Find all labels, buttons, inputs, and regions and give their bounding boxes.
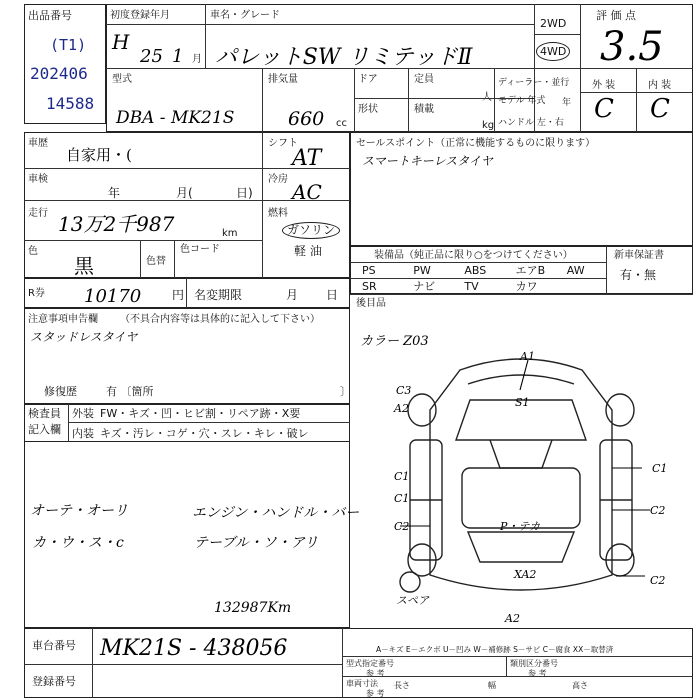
shift-label: シフト xyxy=(268,138,298,149)
damage-mark: A2 xyxy=(394,402,409,415)
damage-mark: A2 xyxy=(505,612,520,625)
memo-line-1: オーテ・オーリ xyxy=(30,503,128,519)
use-label: 車歴 xyxy=(28,138,48,149)
load-label: 積載 xyxy=(414,104,434,115)
selling-points-label: セールスポイント（正常に機能するものに限ります） xyxy=(356,138,596,149)
mileage-value: 13万2千987 xyxy=(58,212,175,236)
model-label: 型式 xyxy=(112,74,132,85)
fuel-diesel: 軽 油 xyxy=(294,244,322,258)
lot-tag: (T1) xyxy=(50,36,87,54)
equipment-row1-item: PS xyxy=(362,264,376,277)
diagram-color-note: カラー Z03 xyxy=(360,334,429,349)
equipment-row1-item: PW xyxy=(413,264,431,277)
reg-month-value: 1 xyxy=(172,46,184,67)
year-unit: 年 xyxy=(562,98,572,108)
kg-unit: kg xyxy=(482,120,495,131)
reg-number-label: 登録番号 xyxy=(32,675,76,688)
notes-sub: （不具合内容等は具体的に記入して下さい） xyxy=(120,314,320,325)
damage-mark: XA2 xyxy=(514,568,537,581)
equipment-row2-item: TV xyxy=(464,280,479,293)
inspector-ext-label: 外装 xyxy=(72,407,94,420)
damage-mark: S1 xyxy=(515,396,530,409)
damage-mark: C3 xyxy=(396,384,412,397)
reg-year-value: 25 xyxy=(140,46,163,67)
drive-2wd: 2WD xyxy=(540,17,567,30)
handle-label: ハンドル 左・右 xyxy=(498,118,564,128)
lot-number-b: 14588 xyxy=(46,94,95,113)
shaken-label: 車検 xyxy=(28,174,48,185)
first-reg-label: 初度登録年月 xyxy=(110,10,170,21)
shaken-year: 年 xyxy=(108,186,121,200)
mileage-unit: km xyxy=(222,228,238,239)
ac-label: 冷房 xyxy=(268,174,288,185)
equipment-row1-item: ABS xyxy=(464,264,487,277)
name-change-label: 名変期限 xyxy=(194,288,243,302)
notes-text: スタッドレスタイヤ xyxy=(30,330,138,344)
damage-mark: A1 xyxy=(520,350,535,363)
equipment-row2-item: ナビ xyxy=(413,280,436,293)
repair-close: 〕 xyxy=(340,385,351,398)
shaken-month: 月( xyxy=(176,186,193,200)
inspector-ext-items: FW・キズ・凹・ヒビ割・リペア跡・X要 xyxy=(100,407,301,420)
name-grade-label: 車名・グレード xyxy=(210,10,280,21)
int-grade: C xyxy=(650,94,670,124)
mileage-label: 走行 xyxy=(28,208,48,219)
fuel-label: 燃料 xyxy=(268,208,288,219)
memo-line-2: カ・ウ・ス・c xyxy=(32,535,124,551)
recolor-label: 色替 xyxy=(146,256,166,267)
damage-mark: P・テカ xyxy=(500,520,541,533)
name-change-day: 日 xyxy=(326,288,339,302)
chassis-label: 車台番号 xyxy=(32,639,76,652)
shift-value: AT xyxy=(292,146,322,171)
warranty-label: 新車保証書 xyxy=(614,250,664,261)
type-ref: 参 考 xyxy=(366,669,385,678)
equipment-row1-item: エアB xyxy=(515,264,546,277)
shaken-day: 日) xyxy=(236,186,253,200)
inspector-label-2: 記入欄 xyxy=(28,423,61,436)
reg-month-unit: 月 xyxy=(192,54,202,65)
damage-mark: C2 xyxy=(650,574,666,587)
memo-line-3: エンジン・ハンドル・バー xyxy=(192,505,360,521)
ac-value: AC xyxy=(292,180,322,204)
displacement-label: 排気量 xyxy=(268,74,298,85)
fuel-gasoline: ガソリン xyxy=(282,222,340,239)
rear-item-label: 後目品 xyxy=(356,298,386,309)
warranty-value: 有・無 xyxy=(620,268,657,282)
recycle-label: R券 xyxy=(28,288,45,299)
color-value: 黒 xyxy=(74,254,94,278)
capacity-label: 定員 xyxy=(414,74,434,85)
yen-unit: 円 xyxy=(172,288,185,302)
ext-label: 外 装 xyxy=(592,80,616,91)
color-code-label: 色コード xyxy=(180,244,220,255)
color-label: 色 xyxy=(28,246,38,257)
displacement-value: 660 xyxy=(288,108,325,130)
equipment-row2-item: カワ xyxy=(515,280,538,293)
dims-ref: 参 考 xyxy=(366,689,385,698)
repair-label: 修復歴 xyxy=(44,385,77,398)
lot-number-a: 202406 xyxy=(30,64,88,83)
model-value: DBA - MK21S xyxy=(116,108,235,128)
damage-mark: C2 xyxy=(394,520,410,533)
height-label: 高さ xyxy=(572,681,588,690)
drive-4wd: 4WD xyxy=(536,42,570,61)
inspector-int-label: 内装 xyxy=(72,427,94,440)
memo-line-4: テーブル・ソ・アリ xyxy=(194,535,319,551)
score-value: 3.5 xyxy=(600,24,664,70)
selling-points-text: スマートキーレスタイヤ xyxy=(362,154,493,168)
car-name-value: パレットSW リミテッドⅡ xyxy=(215,45,473,70)
equipment-row1-item: AW xyxy=(566,264,585,277)
door-label: ドア xyxy=(358,74,378,85)
lot-number-label: 出品番号 xyxy=(28,9,72,22)
notes-label: 注意事項申告欄 xyxy=(28,314,98,325)
class-ref: 参 考 xyxy=(528,669,547,678)
selling-points-frame xyxy=(350,132,693,246)
memo-mileage: 132987Km xyxy=(214,600,292,616)
dealer-label: ディーラー・並行 xyxy=(498,78,570,88)
damage-legend: A－キズ E－エクボ U－凹み W－補修跡 S－サビ C－腐食 XX－取替済 xyxy=(376,645,614,654)
equipment-label: 装備品（純正品に限り○をつけてください） xyxy=(374,250,573,261)
damage-mark: C1 xyxy=(652,462,668,475)
damage-mark: C1 xyxy=(394,470,410,483)
cc-unit: cc xyxy=(336,118,347,129)
score-label: 評 価 点 xyxy=(596,9,636,22)
name-change-month: 月 xyxy=(286,288,299,302)
shape-label: 形状 xyxy=(358,104,378,115)
class-label: 類別区分番号 xyxy=(510,659,558,668)
width-label: 幅 xyxy=(488,681,496,690)
equipment-row2-item: SR xyxy=(362,280,377,293)
era-value: H xyxy=(112,30,130,54)
inspector-int-items: キズ・汚レ・コゲ・穴・スレ・キレ・破レ xyxy=(100,427,309,440)
repair-value: 有 〔箇所 xyxy=(106,385,154,398)
model-year-label: モデル 年式 xyxy=(498,96,546,106)
type-designation-label: 型式指定番号 xyxy=(346,659,394,668)
recycle-amount: 10170 xyxy=(84,286,142,307)
inspector-label-1: 検査員 xyxy=(28,407,61,420)
ext-grade: C xyxy=(594,94,614,124)
damage-mark: スペア xyxy=(396,594,429,607)
int-label: 内 装 xyxy=(648,80,672,91)
damage-mark: C2 xyxy=(650,504,666,517)
chassis-value: MK21S - 438056 xyxy=(100,636,288,661)
recycle-frame xyxy=(24,278,350,308)
use-value: 自家用・( xyxy=(66,146,132,164)
persons-unit: 人 xyxy=(482,92,492,103)
damage-mark: C1 xyxy=(394,492,410,505)
dims-label: 車両寸法 xyxy=(346,679,378,688)
length-label: 長さ xyxy=(394,681,410,690)
